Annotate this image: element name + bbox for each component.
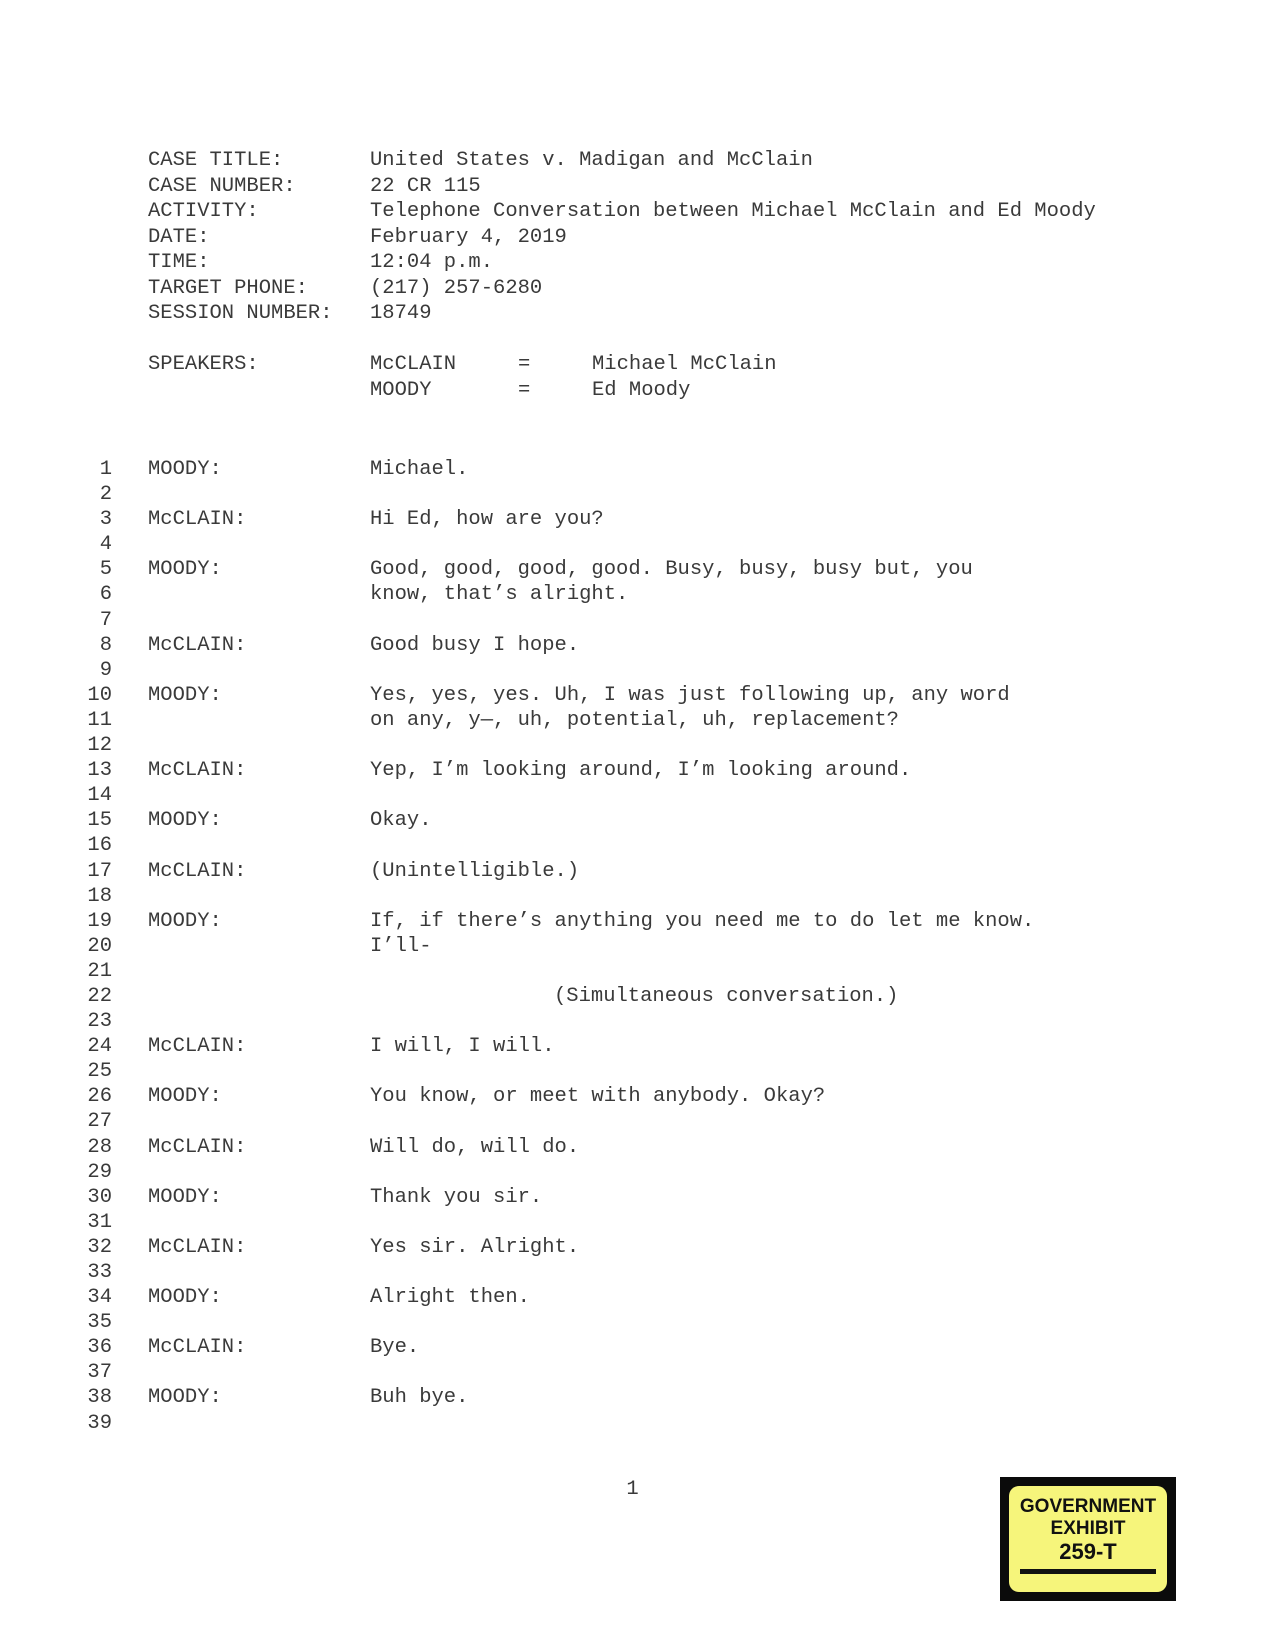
transcript-line [0,457,1265,482]
line-number: 32 [87,1235,112,1259]
line-number: 37 [87,1361,112,1385]
exhibit-line-exhibit: EXHIBIT [1050,1518,1126,1539]
exhibit-number: 259-T [1059,1539,1117,1564]
transcript-line [0,833,1265,858]
transcript-line [0,582,1265,607]
speaker-label: McCLAIN: [148,859,247,883]
speaker-label [148,1360,370,1385]
speaker-label: McCLAIN: [148,1135,247,1159]
session-number-label: SESSION NUMBER: [148,302,333,325]
speaker-equals: = [518,353,531,376]
speaker-label [148,708,370,733]
line-number: 2 [99,483,112,507]
transcript-line [0,608,1265,633]
transcript-line [0,1059,1265,1084]
utterance-text: Yes sir. Alright. [370,1235,580,1259]
transcript-line [0,1260,1265,1285]
line-number: 15 [87,809,112,833]
utterance-text: Yes, yes, yes. Uh, I was just following up, any word [370,683,1010,707]
session-number-value: 18749 [370,302,432,325]
transcript-line [0,758,1265,783]
line-number: 3 [99,508,112,532]
utterance-text: Good, good, good, good. Busy, busy, busy but, you [370,558,973,582]
utterance-text: Michael. [370,458,469,481]
speaker-name: Ed Moody [592,378,691,402]
speaker-label: McCLAIN: [148,508,247,532]
line-number: 1 [99,458,112,481]
speaker-label: McCLAIN: [148,633,247,657]
speaker-label [148,658,370,683]
line-number: 24 [87,1035,112,1059]
transcript-line [0,1160,1265,1185]
case-title-row [148,148,1100,174]
line-number: 23 [87,1010,112,1034]
line-number: 22 [87,984,112,1008]
transcript-line [0,808,1265,833]
line-number: 31 [87,1210,112,1234]
spacer [148,327,1100,353]
utterance-text: Alright then. [370,1286,530,1310]
target-phone-value: (217) 257-6280 [370,276,543,300]
case-header [148,148,1100,403]
line-number: 4 [99,533,112,557]
date-row [148,225,1100,251]
line-number: 39 [87,1411,112,1435]
line-number: 36 [87,1336,112,1360]
transcript-line [0,934,1265,959]
activity-label: ACTIVITY: [148,200,259,223]
case-title-label: CASE TITLE: [148,149,284,172]
line-number: 17 [87,859,112,883]
speaker-label: MOODY: [148,809,222,833]
line-number: 9 [99,658,112,682]
utterance-text: I will, I will. [370,1035,555,1059]
speaker-label [148,582,370,607]
line-number: 6 [99,583,112,607]
speakers-row [148,352,1100,403]
line-number: 14 [87,784,112,808]
utterance-text: If, if there’s anything you need me to do let me know. [370,909,1035,933]
transcript-line [0,1310,1265,1335]
speaker-label [148,532,370,557]
utterance-text: know, that’s alright. [370,583,629,607]
line-number: 16 [87,834,112,858]
activity-value: Telephone Conversation between Michael McClain and Ed Moody [370,200,1096,223]
line-number: 25 [87,1060,112,1084]
speaker-label [148,884,370,909]
date-label: DATE: [148,225,210,249]
line-number: 35 [87,1311,112,1335]
line-number: 28 [87,1135,112,1159]
transcript-line [0,532,1265,557]
time-value: 12:04 p.m. [370,251,494,274]
speaker-label: MOODY: [148,1386,222,1410]
line-number: 29 [87,1160,112,1184]
line-number: 13 [87,759,112,783]
case-title-value: United States v. Madigan and McClain [370,149,813,172]
target-phone-label: TARGET PHONE: [148,276,308,300]
transcript-line [0,859,1265,884]
speaker-label [148,482,370,507]
speaker-label [148,1109,370,1134]
transcript-line [0,683,1265,708]
line-number: 7 [99,608,112,632]
speaker-label [148,1160,370,1185]
transcript-line [0,733,1265,758]
exhibit-label [1009,1486,1167,1592]
speaker-label [148,1059,370,1084]
date-value: February 4, 2019 [370,225,567,249]
speaker-entry [370,378,1100,404]
case-number-row [148,174,1100,200]
speaker-label: MOODY: [148,458,222,481]
utterance-text: Thank you sir. [370,1185,543,1209]
speaker-label [148,934,370,959]
speaker-label [148,1009,370,1034]
speaker-label: MOODY: [148,1286,222,1310]
speaker-label [148,833,370,858]
transcript-line [0,1210,1265,1235]
utterance-text: Good busy I hope. [370,633,580,657]
line-number: 5 [99,558,112,582]
transcript-line [0,909,1265,934]
line-number: 8 [99,633,112,657]
line-number: 26 [87,1085,112,1109]
transcript-line [0,884,1265,909]
activity-row [148,199,1100,225]
speakers-list [370,352,1100,403]
exhibit-sticker [1000,1477,1176,1601]
line-number: 19 [87,909,112,933]
line-number: 10 [87,683,112,707]
speaker-label: MOODY: [148,558,222,582]
time-label: TIME: [148,251,210,274]
speaker-label [148,1260,370,1285]
transcript-line [0,482,1265,507]
speaker-entry [370,352,1100,378]
transcript-line [0,1034,1265,1059]
transcript-line [0,1235,1265,1260]
speaker-label: MOODY: [148,1185,222,1209]
transcript-line [0,1411,1265,1436]
transcript-line [0,1285,1265,1310]
transcript-line [0,1185,1265,1210]
speaker-label [148,733,370,758]
speaker-label [148,1210,370,1235]
line-number: 34 [87,1286,112,1310]
speaker-label: McCLAIN: [148,1035,247,1059]
transcript-line [0,658,1265,683]
line-number: 33 [87,1261,112,1284]
page-number: 1 [626,1478,639,1501]
transcript-line [0,959,1265,984]
transcript-line [0,1009,1265,1034]
line-number: 30 [87,1185,112,1209]
speaker-label: MOODY: [148,909,222,933]
exhibit-underline [1020,1569,1156,1574]
speaker-label: MOODY: [148,1085,222,1109]
transcript-line [0,1360,1265,1385]
line-number: 21 [87,959,112,983]
transcript-line [0,1135,1265,1160]
transcript-line [0,1109,1265,1134]
speaker-label: McCLAIN: [148,759,247,783]
utterance-text: Okay. [370,809,432,833]
line-number: 11 [87,708,112,732]
exhibit-line-government: GOVERNMENT [1019,1496,1157,1517]
transcript-body [0,457,1265,1436]
line-number: 20 [87,934,112,958]
speaker-code: MOODY [370,378,432,402]
utterance-text: (Unintelligible.) [370,859,580,883]
utterance-text: Will do, will do. [370,1135,580,1159]
case-number-label: CASE NUMBER: [148,174,296,198]
speakers-label: SPEAKERS: [148,353,259,376]
transcript-line [0,708,1265,733]
transcript-line [0,633,1265,658]
line-number: 38 [87,1386,112,1410]
transcript-line [0,1335,1265,1360]
stage-note: (Simultaneous conversation.) [554,984,899,1008]
transcript-line [0,1385,1265,1410]
transcript-line [0,557,1265,582]
utterance-text: Buh bye. [370,1386,469,1410]
speaker-label [148,1411,370,1436]
line-number: 18 [87,884,112,908]
time-row [148,250,1100,276]
line-number: 27 [87,1110,112,1134]
transcript-line [0,783,1265,808]
speaker-label: MOODY: [148,683,222,707]
speaker-equals: = [518,378,531,402]
speaker-label: McCLAIN: [148,1336,247,1360]
transcript-line [0,507,1265,532]
speaker-label [148,959,370,984]
case-number-value: 22 CR 115 [370,174,481,198]
speaker-label [148,1310,370,1335]
speaker-code: McCLAIN [370,353,457,376]
transcript-line [0,1084,1265,1109]
target-phone-row [148,276,1100,302]
utterance-text: Bye. [370,1336,420,1360]
transcript-line [0,984,1265,1009]
speaker-label [148,783,370,808]
session-number-row [148,301,1100,327]
speaker-name: Michael McClain [592,353,777,376]
utterance-text: You know, or meet with anybody. Okay? [370,1085,826,1109]
utterance-text: Yep, I’m looking around, I’m looking around. [370,759,912,783]
speaker-label: McCLAIN: [148,1235,247,1259]
line-number: 12 [87,734,112,758]
utterance-text: on any, y—, uh, potential, uh, replacement? [370,708,899,732]
utterance-text: Hi Ed, how are you? [370,508,604,532]
utterance-text: I’ll- [370,934,432,958]
speaker-label [148,608,370,633]
